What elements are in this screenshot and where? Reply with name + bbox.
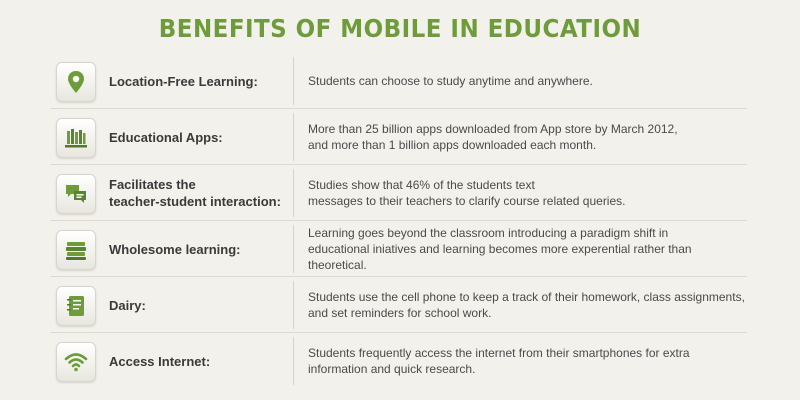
benefit-description: Learning goes beyond the classroom introducing a paradigm shift in educational iniatives and learning becomes more experential rather than theoretical. bbox=[308, 226, 692, 272]
benefit-label: Access Internet: bbox=[109, 353, 211, 369]
benefit-label: Wholesome learning: bbox=[109, 241, 241, 257]
column-divider bbox=[293, 281, 294, 329]
benefit-label: Facilitates the teacher-student interaction: bbox=[109, 177, 281, 209]
list-item bbox=[50, 165, 747, 221]
column-divider bbox=[293, 57, 294, 105]
benefit-description: Students can choose to study anytime and anywhere. bbox=[308, 74, 593, 88]
column-divider bbox=[293, 113, 294, 161]
list-item bbox=[50, 109, 747, 165]
book-stack-icon bbox=[56, 230, 96, 270]
list-item bbox=[50, 221, 747, 277]
column-divider bbox=[293, 337, 294, 385]
benefit-description: Students frequently access the internet from their smartphones for extra information and quick research. bbox=[308, 346, 690, 376]
list-item bbox=[50, 53, 747, 109]
benefit-label: Location-Free Learning: bbox=[109, 73, 258, 89]
benefit-label: Dairy: bbox=[109, 297, 146, 313]
column-divider bbox=[293, 225, 294, 273]
benefit-description: More than 25 billion apps downloaded from App store by March 2012, and more than 1 billion apps downloaded each month. bbox=[308, 122, 678, 152]
benefit-description: Studies show that 46% of the students text messages to their teachers to clarify course related queries. bbox=[308, 178, 626, 208]
benefits-list bbox=[50, 53, 747, 389]
list-item bbox=[50, 333, 747, 389]
books-icon bbox=[56, 118, 96, 158]
location-pin-icon bbox=[56, 62, 96, 102]
column-divider bbox=[293, 169, 294, 217]
notebook-icon bbox=[56, 286, 96, 326]
benefit-description: Students use the cell phone to keep a track of their homework, class assignments, and set reminders for school work. bbox=[308, 290, 745, 320]
page-title: BENEFITS OF MOBILE IN EDUCATION bbox=[158, 14, 642, 43]
list-item bbox=[50, 277, 747, 333]
wifi-icon bbox=[56, 342, 96, 382]
benefit-label: Educational Apps: bbox=[109, 129, 223, 145]
chat-bubbles-icon bbox=[56, 174, 96, 214]
